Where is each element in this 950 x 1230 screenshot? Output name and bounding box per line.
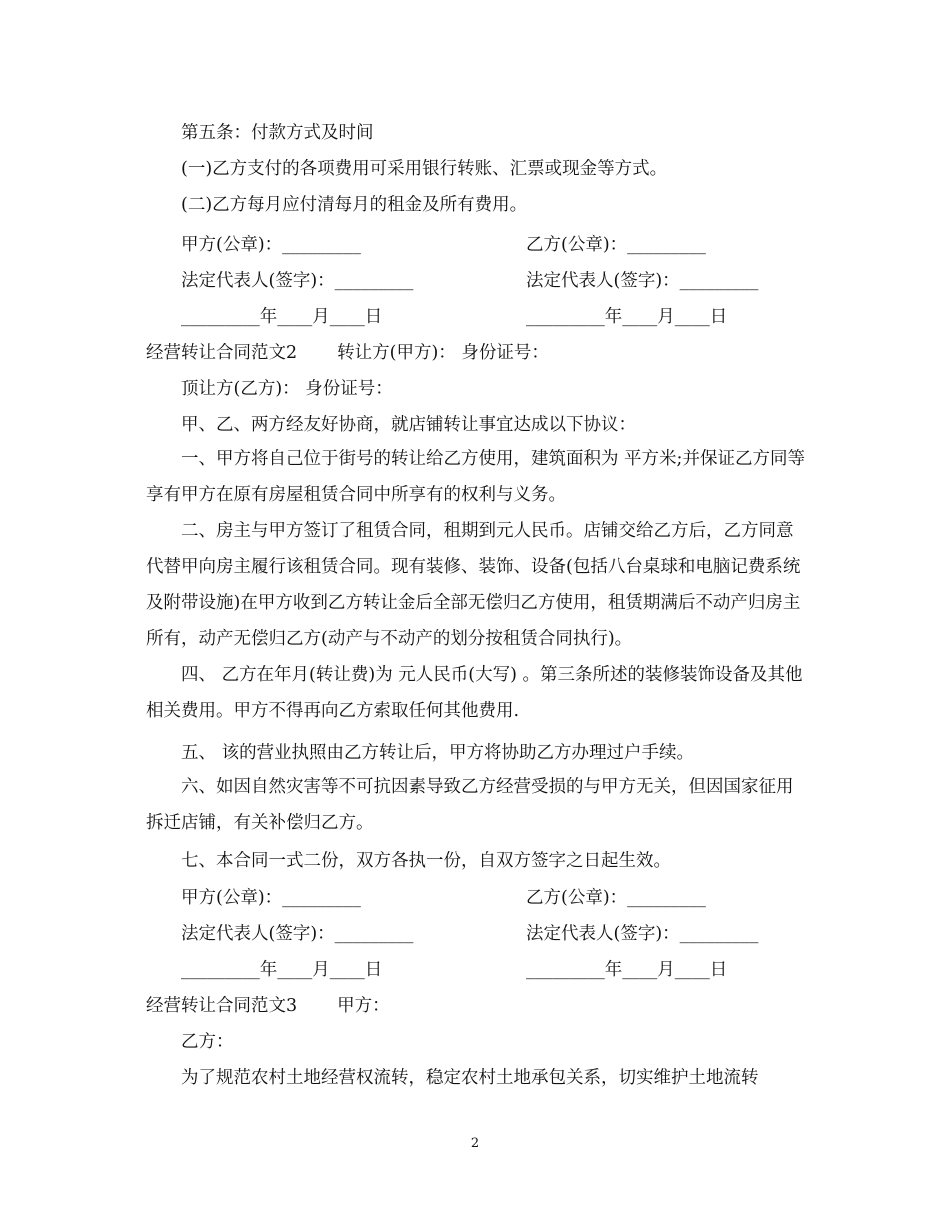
sign2-party-b-seal: 乙方(公章)：_________	[526, 888, 706, 908]
sample-2-heading: 经营转让合同范文2	[146, 343, 298, 363]
sample-2-transferee: 顶让方(乙方)： 身份证号：	[181, 379, 393, 399]
sign1-legal-rep-b: 法定代表人(签字)：_________	[526, 271, 759, 291]
article-5-item-1: (一)乙方支付的各项费用可采用银行转账、汇票或现金等方式。	[181, 159, 668, 179]
sign1-date-a: _________年____月____日	[181, 307, 383, 327]
sample-2-clause-1: 一、甲方将自己位于街号的转让给乙方使用，建筑面积为 平方米;并保证乙方同等享有甲方在原有房屋租赁合同中所享有的权利与义务。	[146, 449, 805, 505]
sample-2-clause-6: 六、如因自然灾害等不可抗因素导致乙方经营受损的与甲方无关，但因国家征用拆迁店铺，有关补偿归乙方。	[146, 777, 794, 833]
sign2-date-b: _________年____月____日	[526, 960, 728, 980]
sign1-date-b: _________年____月____日	[526, 307, 728, 327]
sample-3-party-a: 甲方：	[337, 996, 390, 1016]
sample-2-clause-2: 二、房主与甲方签订了租赁合同，租期到元人民币。店铺交给乙方后，乙方同意代替甲向房主履行该租赁合同。现有装修、装饰、设备(包括八台桌球和电脑记费系统及附带设施)在甲方收到乙方转让金后全部无偿归乙方使用，租赁期满后不动产归房主所有，动产无偿归乙方(动产与不动产的划分按租赁合同执行)。	[146, 521, 801, 649]
sample-3-heading: 经营转让合同范文3	[146, 996, 298, 1016]
sign1-legal-rep-a: 法定代表人(签字)：_________	[181, 271, 414, 291]
sample-2-clause-4: 四、 乙方在年月(转让费)为 元人民币(大写) 。第三条所述的装修装饰设备及其他相关费用。甲方不得再向乙方索取任何其他费用.	[146, 665, 803, 721]
sample-3-intro: 为了规范农村土地经营权流转，稳定农村土地承包关系，切实维护土地流转	[181, 1068, 759, 1088]
sign1-party-b-seal: 乙方(公章)：_________	[526, 235, 706, 255]
sample-2-heading-line	[146, 339, 826, 364]
sample-2-clause-7: 七、本合同一式二份，双方各执一份，自双方签字之日起生效。	[181, 851, 671, 871]
sign1-party-a-seal: 甲方(公章)：_________	[181, 235, 361, 255]
sample-2-intro: 甲、乙、两方经友好协商，就店铺转让事宜达成以下协议：	[181, 415, 636, 435]
sample-2-clause-5: 五、 该的营业执照由乙方转让后，甲方将协助乙方办理过户手续。	[181, 743, 695, 763]
article-5-item-2: (二)乙方每月应付清每月的租金及所有费用。	[181, 195, 528, 215]
sign2-party-a-seal: 甲方(公章)：_________	[181, 888, 361, 908]
sign2-date-a: _________年____月____日	[181, 960, 383, 980]
page-number: 2	[470, 1136, 480, 1151]
sample-3-heading-line	[146, 992, 826, 1017]
sign2-legal-rep-a: 法定代表人(签字)：_________	[181, 924, 414, 944]
sample-2-transferor: 转让方(甲方)： 身份证号：	[337, 343, 549, 363]
article-5-title: 第五条：付款方式及时间	[181, 123, 374, 143]
sign2-legal-rep-b: 法定代表人(签字)：_________	[526, 924, 759, 944]
sample-3-party-b: 乙方：	[181, 1032, 234, 1052]
